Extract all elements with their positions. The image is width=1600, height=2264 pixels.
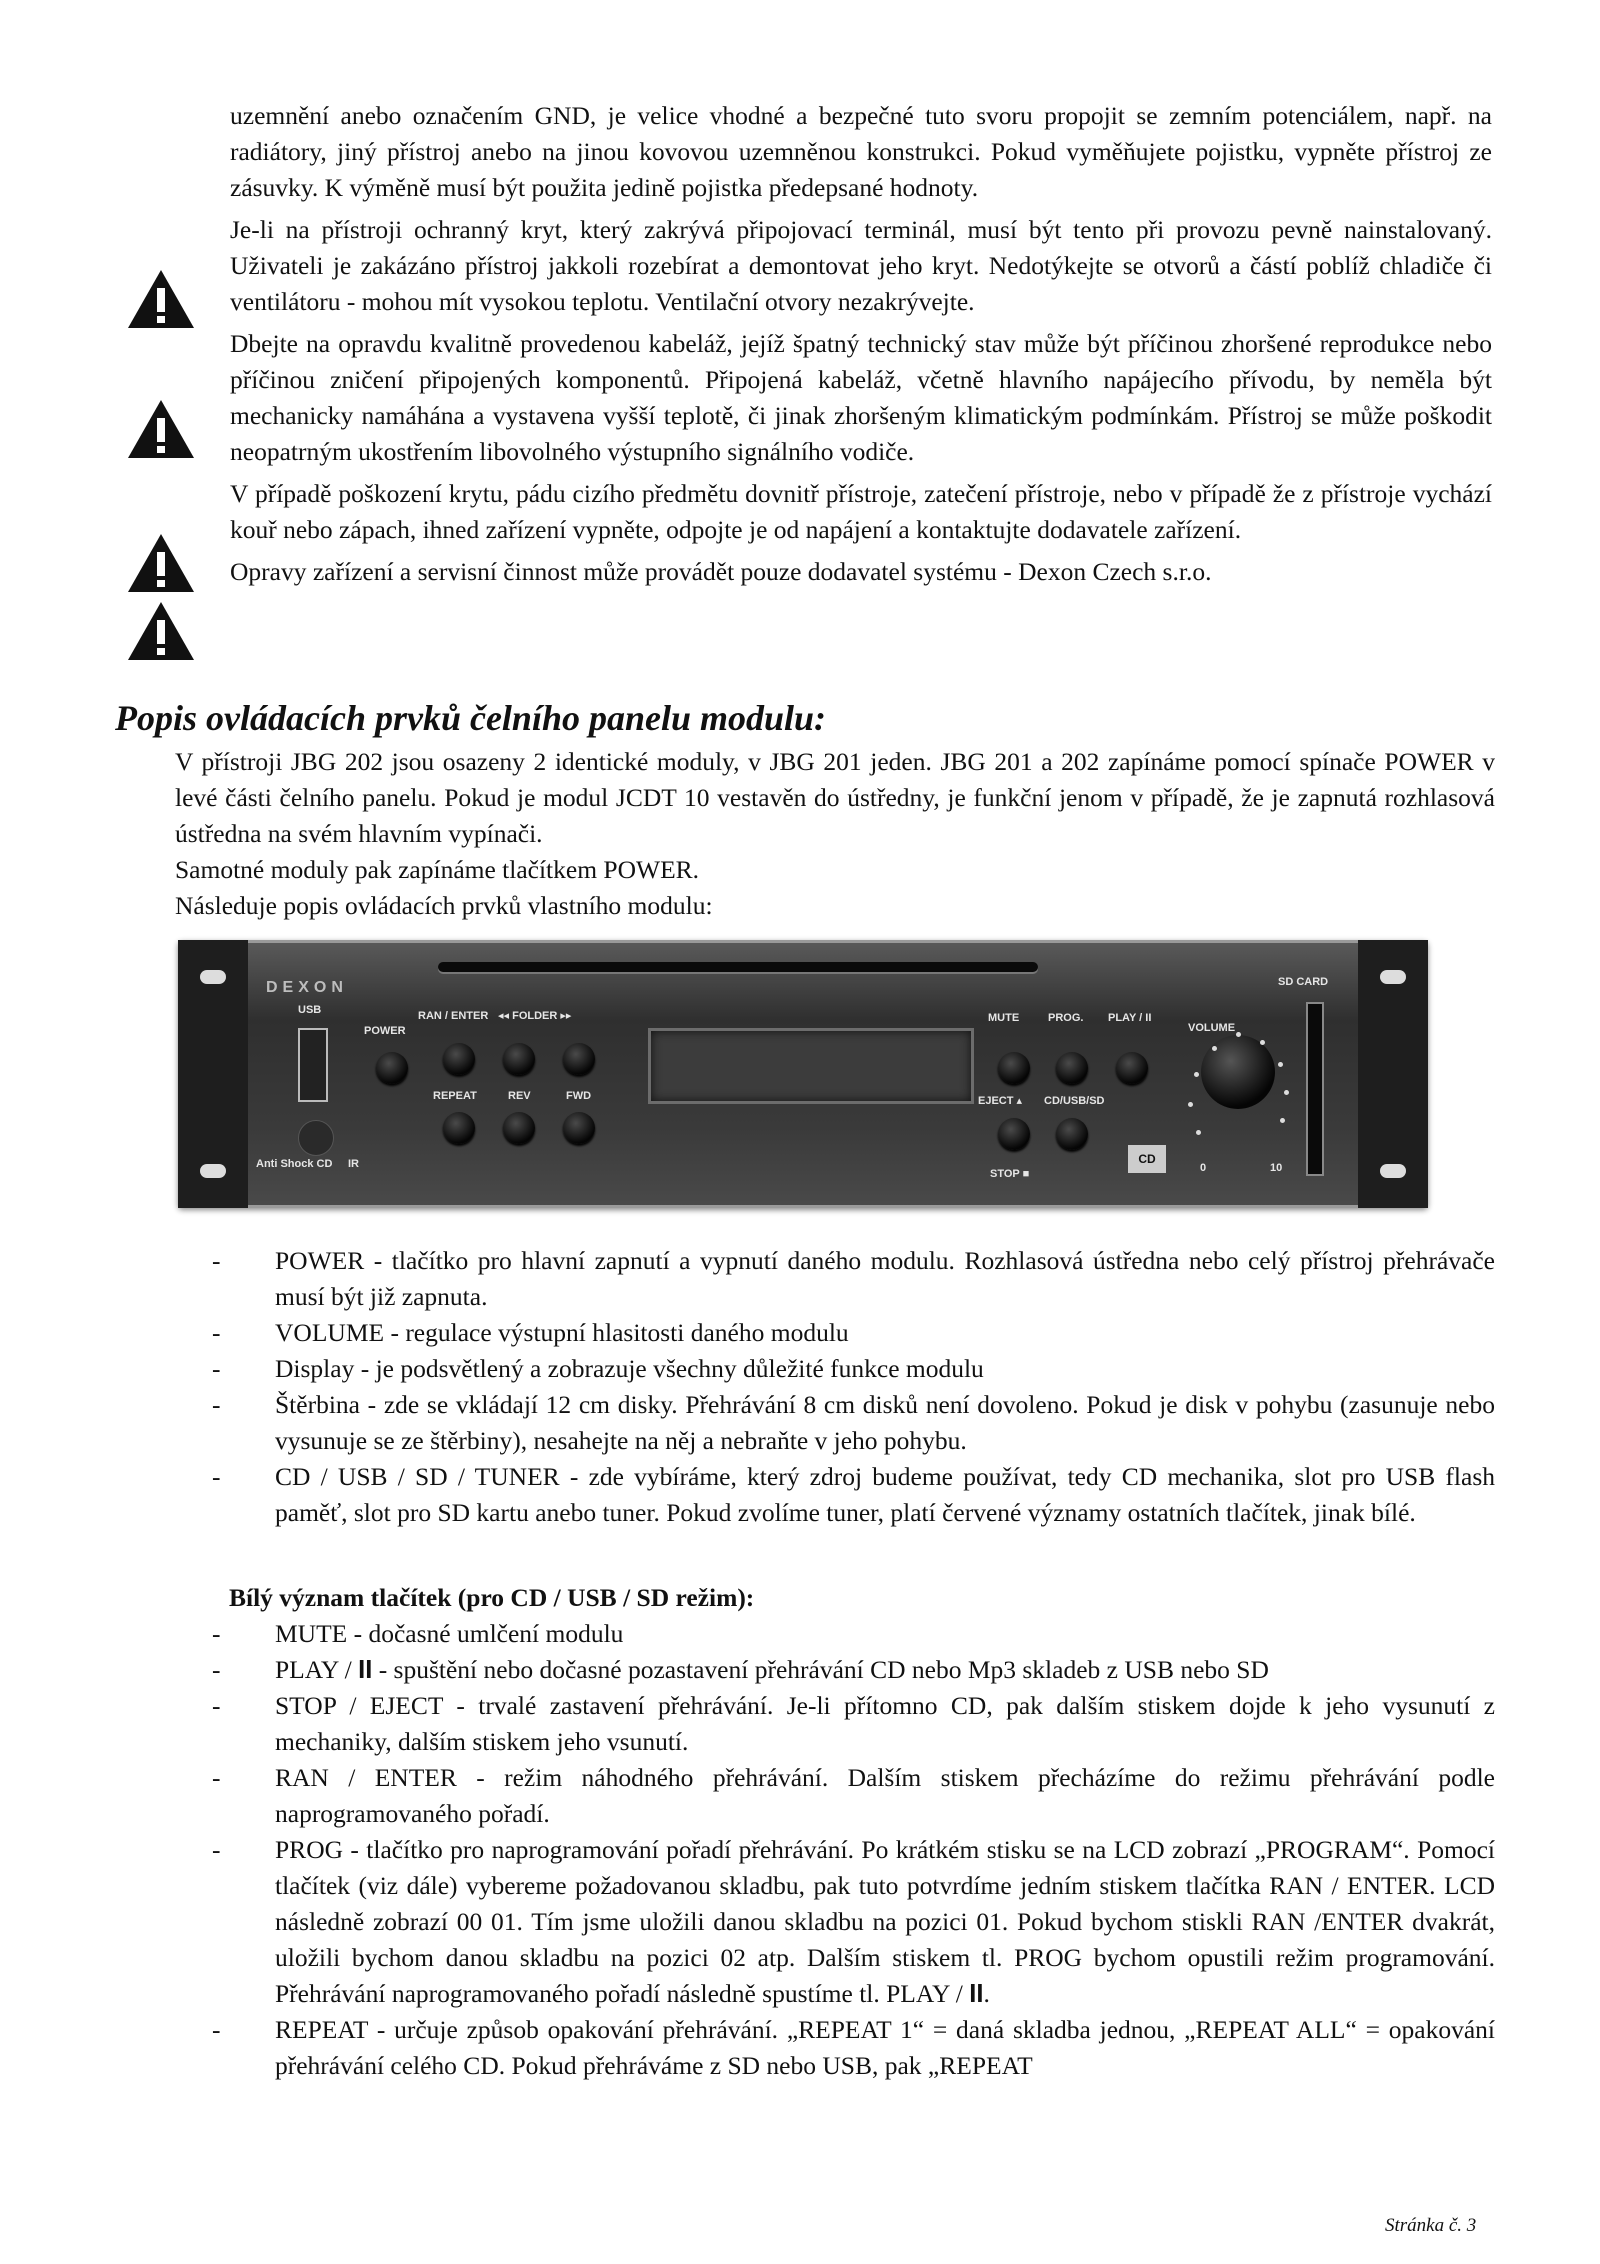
compact-disc-logo: CD (1128, 1145, 1166, 1173)
ir-sensor (298, 1120, 334, 1156)
power-button (376, 1052, 408, 1084)
list-item: - Štěrbina - zde se vkládají 12 cm disky. Přehrávání 8 cm disků není dovoleno. Pokud je disk v pohybu (zasunuje nebo vysunuje se ze štěrbiny), nesahejte na něj a nebraňte v jeho pohybu. (212, 1390, 1495, 1455)
volume-max-label: 10 (1270, 1162, 1283, 1174)
sd-card-slot (1306, 1002, 1324, 1176)
disc-slot (438, 962, 1038, 972)
module-front-panel-image (178, 940, 1428, 1208)
antishock-label: Anti Shock CD (256, 1158, 333, 1170)
rev-label: REV (508, 1090, 531, 1102)
warning-icon (126, 398, 196, 460)
mute-button (998, 1052, 1030, 1084)
volume-min-label: 0 (1200, 1162, 1207, 1174)
intro-paragraph (115, 744, 1495, 852)
play-label: PLAY / II (1108, 1012, 1152, 1024)
volume-scale-dot (1260, 1040, 1265, 1045)
folder-up-button (563, 1043, 595, 1075)
folder-label: ◂◂ FOLDER ▸▸ (498, 1010, 572, 1022)
list-item: - REPEAT - určuje způsob opakování přehrávání. „REPEAT 1“ = daná skladba jednou, „REPEAT ALL“ = opakování přehrávání celého CD. Pokud přehráváme z SD nebo USB, pak „REPEAT (212, 2015, 1495, 2080)
rev-button (503, 1112, 535, 1144)
list-item-text: PLAY / (275, 1655, 359, 1684)
intro-paragraph: Samotné moduly pak zapínáme tlačítkem POWER. (175, 855, 700, 884)
list-item-text: VOLUME - regulace výstupní hlasitosti daného modulu (275, 1318, 849, 1347)
page-number: Stránka č. 3 (1385, 2215, 1477, 2236)
intro-paragraph: Následuje popis ovládacích prvků vlastního modulu: (175, 891, 713, 920)
rack-hole (1380, 970, 1406, 984)
list-item-text: CD / USB / SD / TUNER - zde vybíráme, který zdroj budeme používat, tedy CD mechanika, slot pro USB flash paměť, slot pro SD kartu anebo tuner. Pokud zvolíme tuner, platí červené významy ostatních tlačítek, jinak bílé. (275, 1462, 1495, 1527)
brand-logo: DEXON (266, 979, 348, 996)
eject-stop-button (998, 1118, 1030, 1150)
sd-card-label: SD CARD (1278, 976, 1329, 988)
volume-scale-dot (1284, 1090, 1289, 1095)
list-item: - PROG - tlačítko pro naprogramování pořadí přehrávání. Po krátkém stisku se na LCD zobrazí „PROGRAM“. Pomocí tlačítek (viz dále) vybereme požadovanou skladbu, pak tuto potvrdíme jedním stiskem tlačítka RAN / ENTER. LCD následně zobrazí 00 01. Tím jsme uložili danou skladbu na pozici 01. Pokud bychom stiskli RAN /ENTER dvakrát, uložili bychom danou skladbu na pozici 02 atp. Dalším stiskem tl. PROG bychom opustili režim programování. Přehrávání naprogramovaného pořadí následně spustíme tl. PLAY / II. (212, 1835, 1495, 2008)
eject-label: EJECT ▴ (978, 1095, 1023, 1107)
ran-enter-button (443, 1043, 475, 1075)
source-button (1056, 1118, 1088, 1150)
prog-label: PROG. (1048, 1012, 1084, 1024)
usb-label: USB (298, 1004, 322, 1016)
volume-scale-dot (1188, 1102, 1193, 1107)
pause-glyph: II (969, 1980, 984, 2008)
list-item-text: POWER - tlačítko pro hlavní zapnutí a vypnutí daného modulu. Rozhlasová ústředna nebo celý přístroj přehrávače musí být již zapnuta. (275, 1246, 1495, 1311)
list-item-text: - spuštění nebo dočasné pozastavení přehrávání CD nebo Mp3 skladeb z USB nebo SD (372, 1655, 1269, 1684)
warning-paragraph: Dbejte na opravdu kvalitně provedenou kabeláž, jejíž špatný technický stav může být příčinou zhoršené reprodukce nebo příčinou zničení připojených komponentů. Připojená kabeláž, včetně hlavního napájecího přívodu, by neměla být mechanicky namáhána a vystavena vyšší teplotě, či jinak zhoršeným klimatickým podmínkám. Přístroj se může poškodit neopatrným ukostřením libovolného výstupního signálního vodiče. (230, 329, 1492, 466)
volume-scale-dot (1236, 1032, 1241, 1037)
list-item: - STOP / EJECT - trvalé zastavení přehrávání. Je-li přítomno CD, pak dalším stiskem dojde k jeho vysunutí z mechaniky, dalším stiskem jeho vsunutí. (212, 1691, 1495, 1756)
section-heading: Popis ovládacích prvků čelního panelu modulu: (115, 698, 827, 738)
mute-label: MUTE (988, 1012, 1020, 1024)
button-meaning-heading: Bílý význam tlačítek (pro CD / USB / SD režim): (229, 1583, 755, 1612)
volume-scale-dot (1212, 1046, 1217, 1051)
list-item-text: PROG - tlačítko pro naprogramování pořadí přehrávání. Po krátkém stisku se na LCD zobrazí „PROGRAM“. Pomocí tlačítek (viz dále) vybereme požadovanou skladbu, pak tuto potvrdíme jedním stiskem tlačítka RAN / ENTER. LCD následně zobrazí 00 01. Tím jsme uložili danou skladbu na pozici 01. Pokud bychom stiskli RAN /ENTER dvakrát, uložili bychom danou skladbu na pozici 02 atp. Dalším stiskem tl. PROG bychom opustili režim programování. Přehrávání naprogramovaného pořadí následně spustíme tl. PLAY / (275, 1835, 1495, 2008)
warning-icon (126, 532, 196, 594)
controls-list (212, 1243, 1495, 1531)
warning-paragraph: uzemnění anebo označením GND, je velice vhodné a bezpečné tuto svoru propojit se zemním potenciálem, např. na radiátory, jiný přístroj anebo na jinou kovovou uzemněnou konstrukci. Pokud vyměňujete pojistku, vypněte přístroj ze zásuvky. K výměně musí být použita jedině pojistka předepsané hodnoty. (230, 101, 1492, 202)
folder-down-button (503, 1043, 535, 1075)
volume-label: VOLUME (1188, 1022, 1236, 1034)
source-label: CD/USB/SD (1044, 1095, 1105, 1107)
list-item: - VOLUME - regulace výstupní hlasitosti daného modulu (212, 1318, 849, 1347)
safety-warnings (230, 98, 1492, 596)
volume-scale-dot (1194, 1072, 1199, 1077)
warning-icon (126, 268, 196, 330)
pause-glyph: II (358, 1656, 373, 1684)
stop-label: STOP ■ (990, 1168, 1030, 1180)
list-item: - POWER - tlačítko pro hlavní zapnutí a vypnutí daného modulu. Rozhlasová ústředna nebo celý přístroj přehrávače musí být již zapnuta. (212, 1246, 1495, 1311)
intro-paragraph-text: V přístroji JBG 202 jsou osazeny 2 identické moduly, v JBG 201 jeden. JBG 201 a 202 zapínáme pomocí spínače POWER v levé části čelního panelu. Pokud je modul JCDT 10 vestavěn do ústředny, je funkční jenom v případě, že je zapnutá rozhlasová ústředna na svém hlavním vypínači. (175, 747, 1495, 848)
fwd-label: FWD (566, 1090, 592, 1102)
ran-enter-label: RAN / ENTER (418, 1010, 489, 1022)
rack-hole (200, 1164, 226, 1178)
repeat-button (443, 1112, 475, 1144)
list-item: - MUTE - dočasné umlčení modulu (212, 1619, 624, 1648)
list-item-text: REPEAT - určuje způsob opakování přehrávání. „REPEAT 1“ = daná skladba jednou, „REPEAT ALL“ = opakování přehrávání celého CD. Pokud přehráváme z SD nebo USB, pak „REPEAT (275, 2015, 1495, 2080)
ir-label: IR (348, 1158, 359, 1170)
list-item-text: Display - je podsvětlený a zobrazuje všechny důležité funkce modulu (275, 1354, 984, 1383)
list-item-text: . (983, 1979, 990, 2008)
list-item: - CD / USB / SD / TUNER - zde vybíráme, který zdroj budeme používat, tedy CD mechanika, slot pro USB flash paměť, slot pro SD kartu anebo tuner. Pokud zvolíme tuner, platí červené významy ostatních tlačítek, jinak bílé. (212, 1462, 1495, 1527)
intro-text (175, 744, 1495, 924)
power-label: POWER (364, 1025, 406, 1037)
usb-port (298, 1028, 328, 1102)
prog-button (1056, 1052, 1088, 1084)
warning-paragraph: Je-li na přístroji ochranný kryt, který zakrývá připojovací terminál, musí být tento při provozu pevně nainstalovaný. Uživateli je zakázáno přístroj jakkoli rozebírat a demontovat jeho kryt. Nedotýkejte se otvorů a částí poblíž chladiče či ventilátoru - mohou mít vysokou teplotu. Ventilační otvory nezakrývejte. (230, 215, 1492, 316)
warning-icon (126, 600, 196, 662)
fwd-button (563, 1112, 595, 1144)
lcd-display (648, 1028, 974, 1104)
list-item: - PLAY / II - spuštění nebo dočasné pozastavení přehrávání CD nebo Mp3 skladeb z USB nebo SD (212, 1655, 1269, 1684)
repeat-label: REPEAT (433, 1090, 477, 1102)
rack-hole (200, 970, 226, 984)
volume-scale-dot (1280, 1118, 1285, 1123)
volume-scale-dot (1196, 1130, 1201, 1135)
list-item-text: Štěrbina - zde se vkládají 12 cm disky. Přehrávání 8 cm disků není dovoleno. Pokud je disk v pohybu (zasunuje nebo vysunuje se ze štěrbiny), nesahejte na něj a nebraňte v jeho pohybu. (275, 1390, 1495, 1455)
list-item: - Display - je podsvětlený a zobrazuje všechny důležité funkce modulu (212, 1354, 984, 1383)
warning-paragraph: V případě poškození krytu, pádu cizího předmětu dovnitř přístroje, zatečení přístroje, nebo v případě že z přístroje vychází kouř nebo zápach, ihned zařízení vypněte, odpojte je od napájení a kontaktujte dodavatele zařízení. (230, 479, 1492, 544)
list-item: - RAN / ENTER - režim náhodného přehrávání. Dalším stiskem přecházíme do režimu přehrávání podle naprogramovaného pořadí. (212, 1763, 1495, 1828)
button-meaning-list (212, 1616, 1495, 2084)
list-item-text: MUTE - dočasné umlčení modulu (275, 1619, 624, 1648)
play-pause-button (1116, 1052, 1148, 1084)
warning-paragraph: Opravy zařízení a servisní činnost může provádět pouze dodavatel systému - Dexon Czech s.r.o. (230, 557, 1212, 586)
list-item-text: RAN / ENTER - režim náhodného přehrávání. Dalším stiskem přecházíme do režimu přehrávání podle naprogramovaného pořadí. (275, 1763, 1495, 1828)
rack-hole (1380, 1164, 1406, 1178)
list-item-text: STOP / EJECT - trvalé zastavení přehrávání. Je-li přítomno CD, pak dalším stiskem dojde k jeho vysunutí z mechaniky, dalším stiskem jeho vsunutí. (275, 1691, 1495, 1756)
volume-scale-dot (1278, 1062, 1283, 1067)
